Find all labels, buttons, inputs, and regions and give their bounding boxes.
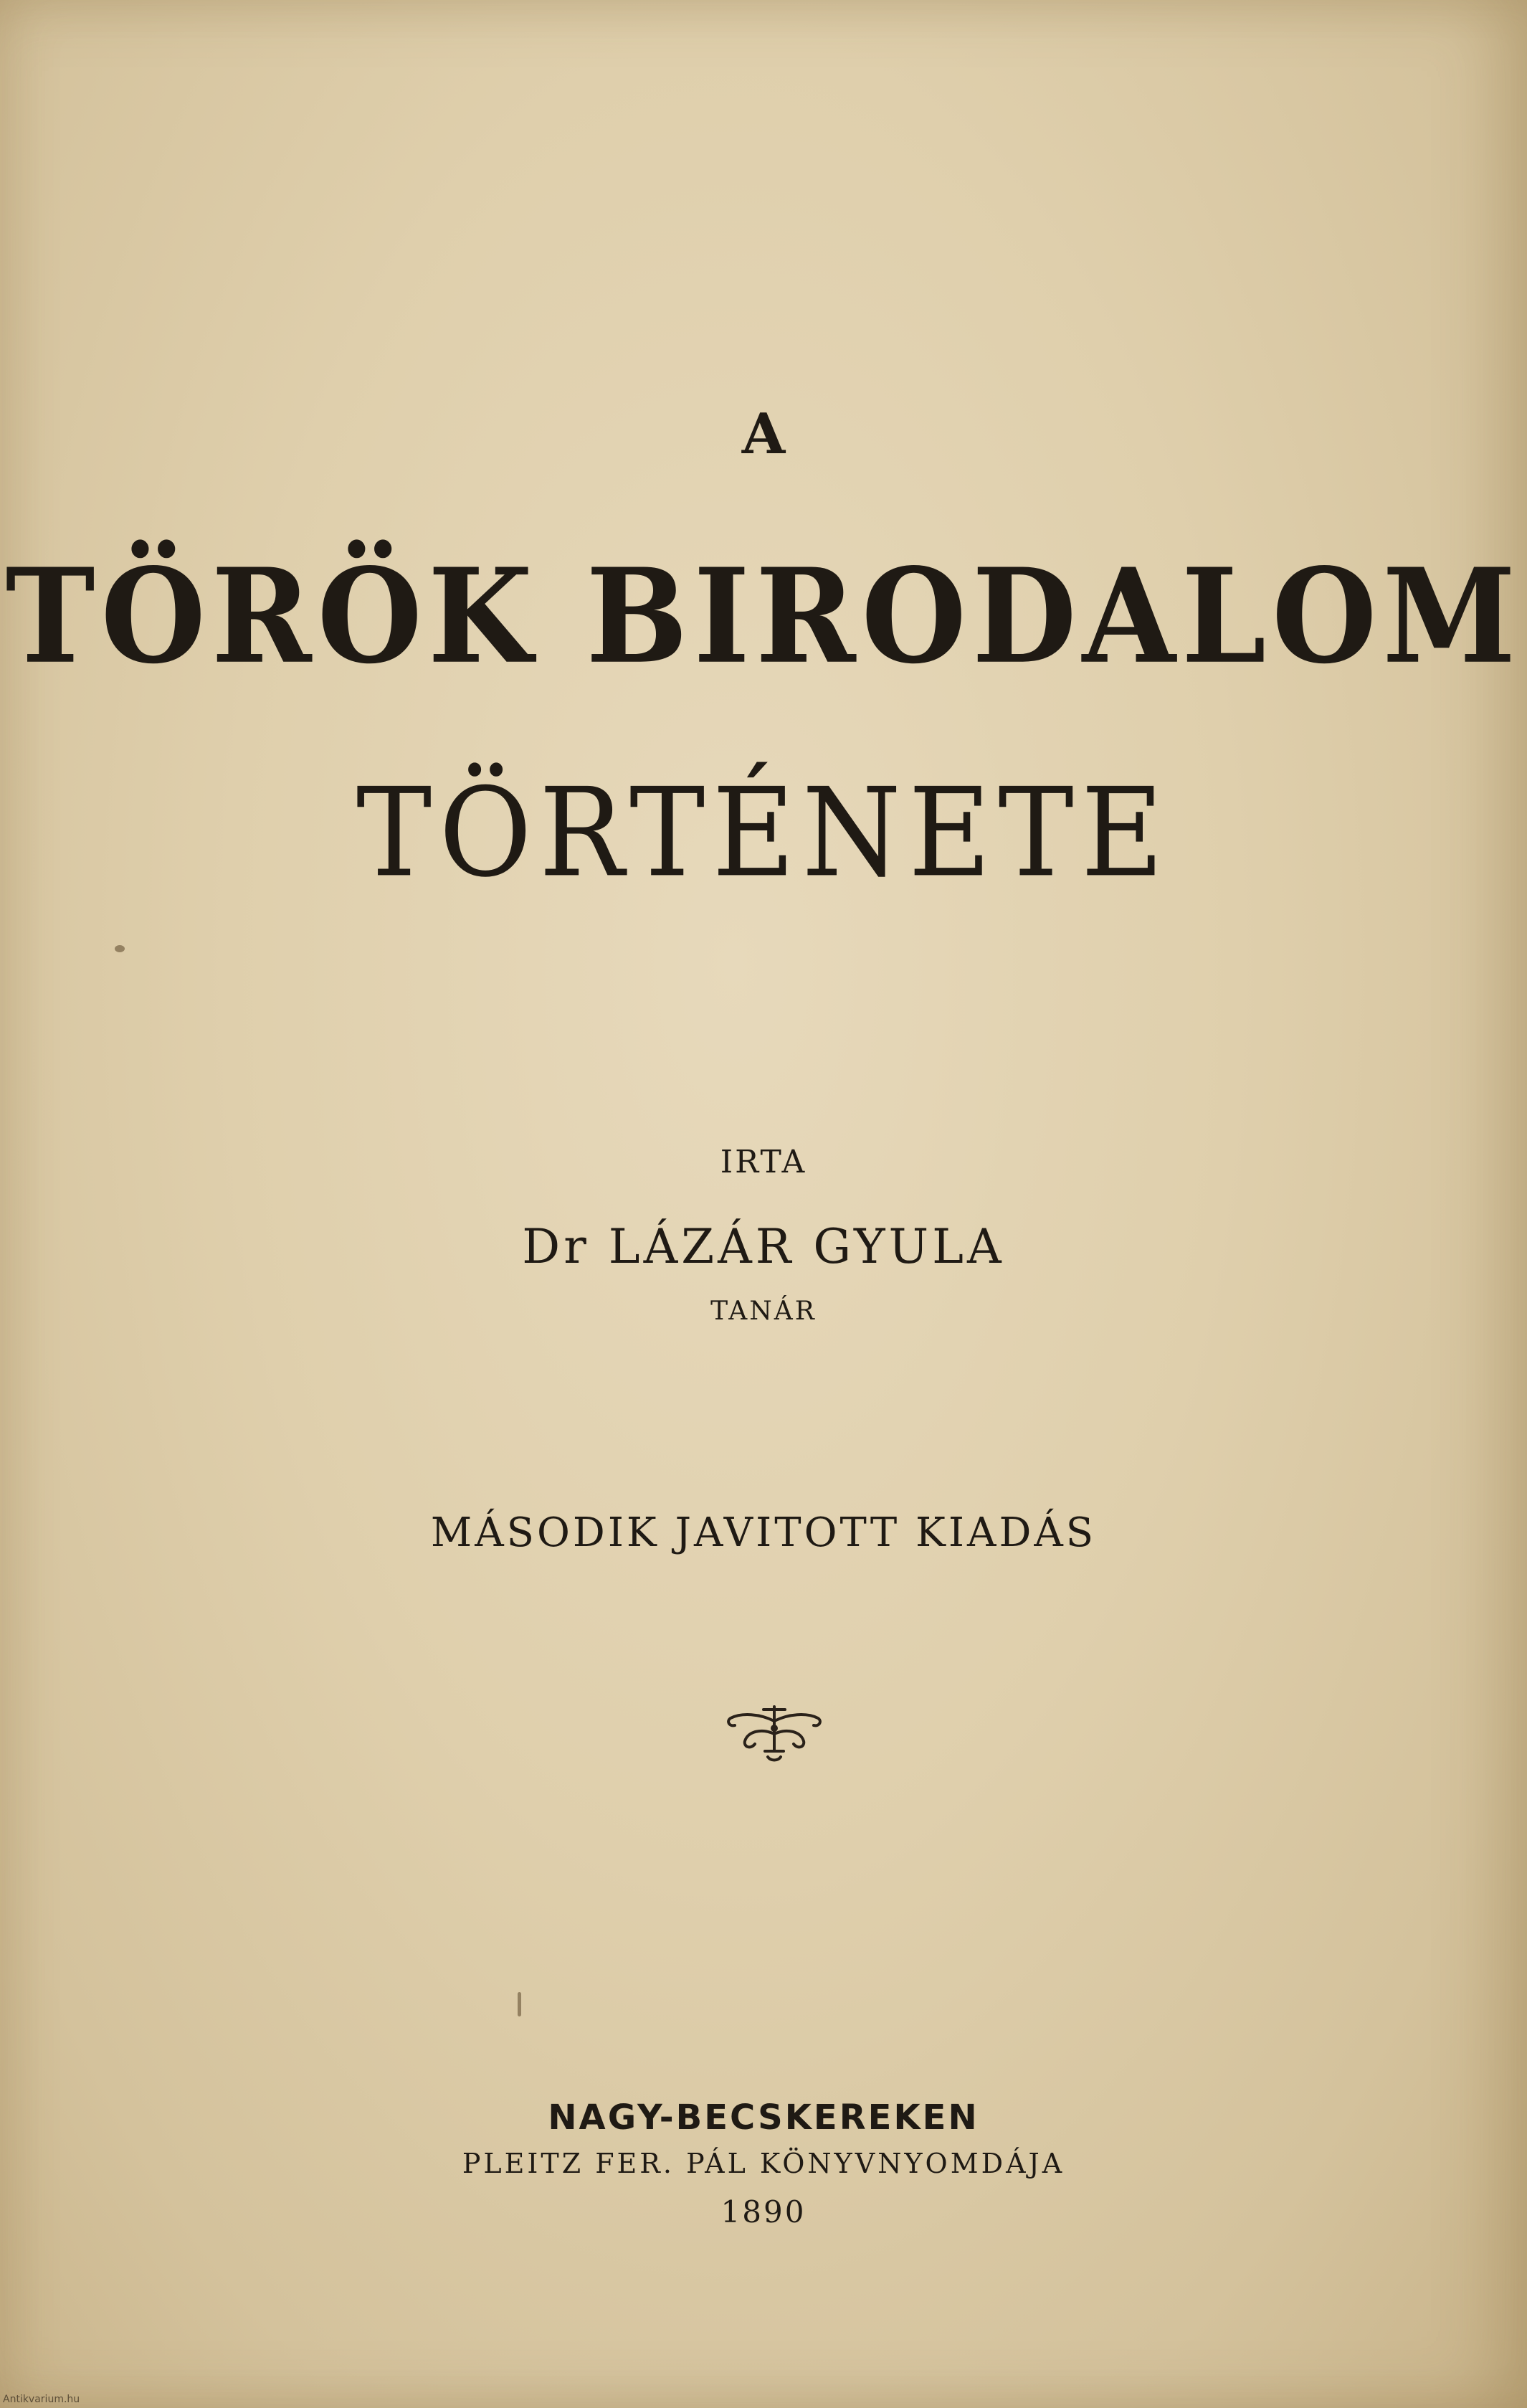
publication-place: NAGY-BECSKEREKEN (548, 2097, 979, 2138)
paper-speck (115, 945, 125, 952)
paper-speck (518, 1992, 521, 2016)
author-name: Dr LÁZÁR GYULA (522, 1219, 1005, 1274)
printer-name: PLEITZ FER. PÁL KÖNYVNYOMDÁJA (462, 2148, 1065, 2179)
publication-year: 1890 (720, 2194, 807, 2229)
book-title: TÖRÖK BIRODALOM (5, 539, 1522, 693)
watermark: Antikvarium.hu (3, 2394, 80, 2405)
title-article: A (741, 402, 786, 467)
byline-label: IRTA (720, 1144, 807, 1180)
edition-statement: MÁSODIK JAVITOTT KIADÁS (430, 1509, 1097, 1556)
book-subtitle: TÖRTÉNETE (356, 762, 1171, 905)
floral-vignette-icon (720, 1700, 828, 1764)
author-role: TANÁR (710, 1297, 817, 1326)
